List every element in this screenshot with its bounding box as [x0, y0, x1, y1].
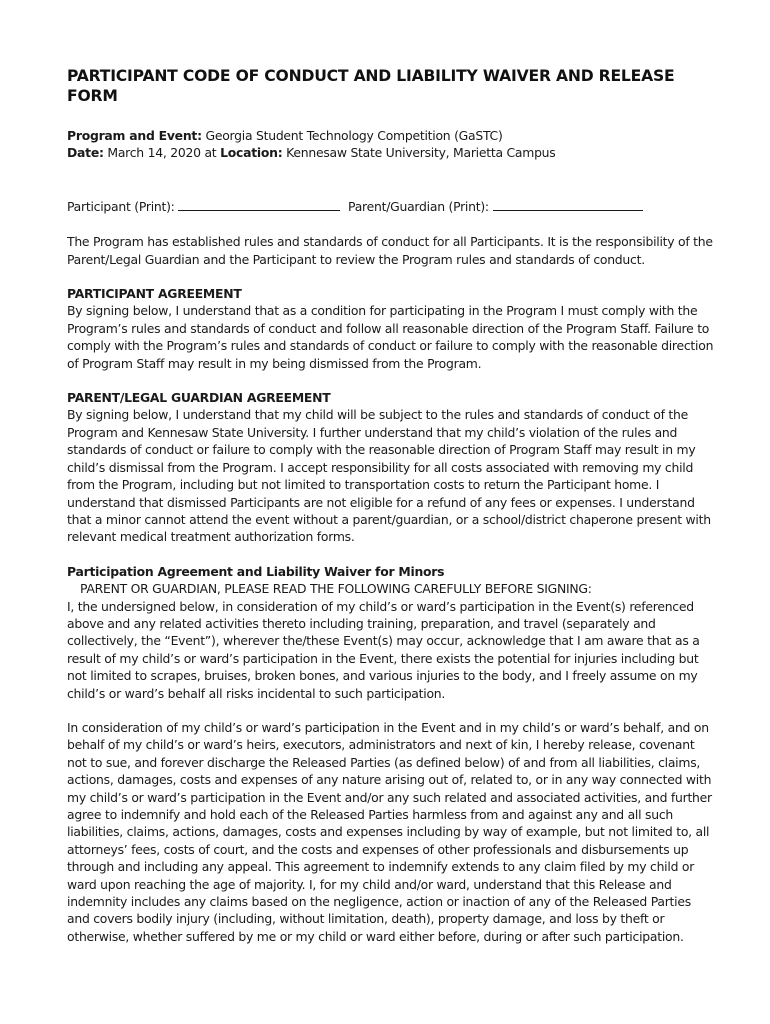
liability-waiver-heading: Participation Agreement and Liability Waiver for Minors: [67, 563, 445, 579]
liability-waiver-section: [67, 563, 717, 946]
guardian-agreement-body: By signing below, I understand that my child will be subject to the rules and standards of conduct of the Program and Kennesaw State University. I further understand that my child’s violation of the rules and standards of conduct or failure to comply with the reasonable direction of Program Staff may result in my child’s dismissal from the Program. I accept responsibility for all costs associated with removing my child from the Program, including but not limited to transportation costs to return the Participant home. I understand that dismissed Participants are not eligible for a refund of any fees or expenses. I understand that a minor cannot attend the event without a parent/guardian, or a school/district chaperone present with relevant medical treatment authorization forms.: [67, 407, 711, 545]
guardian-agreement-heading: PARENT/LEGAL GUARDIAN AGREEMENT: [67, 390, 331, 406]
participant-print-line[interactable]: [178, 198, 340, 211]
program-line: [67, 127, 717, 144]
location-label: Location:: [220, 145, 283, 161]
document-title: PARTICIPANT CODE OF CONDUCT AND LIABILITY WAIVER AND RELEASE FORM: [67, 67, 675, 105]
date-line: [67, 144, 717, 161]
location-value: Kennesaw State University, Marietta Campus: [282, 145, 556, 161]
event-details: [67, 127, 717, 162]
participant-print-label: Participant (Print):: [67, 198, 175, 214]
document-page: [67, 66, 717, 945]
participant-agreement-heading: PARTICIPANT AGREEMENT: [67, 286, 242, 302]
date-label: Date:: [67, 145, 104, 161]
participant-agreement-body: By signing below, I understand that as a condition for participating in the Program I must comply with the Program’s rules and standards of conduct and follow all reasonable direction of the Program Staff. Failure to comply with the Program’s rules and standards of conduct or failure to comply with the reasonable direction of Program Staff may result in my being dismissed from the Program.: [67, 303, 714, 371]
program-value: Georgia Student Technology Competition (GaSTC): [201, 128, 503, 143]
guardian-print-label: Parent/Guardian (Print):: [348, 198, 489, 214]
waiver-instruction: PARENT OR GUARDIAN, PLEASE READ THE FOLLOWING CAREFULLY BEFORE SIGNING:: [80, 581, 592, 597]
participant-agreement-section: [67, 285, 717, 372]
guardian-print-line[interactable]: [493, 198, 643, 211]
date-value: March 14, 2020 at: [103, 145, 221, 161]
intro-paragraph: The Program has established rules and standards of conduct for all Participants. It is the responsibility of the Parent/Legal Guardian and the Participant to review the Program rules and standards of conduct.: [67, 234, 713, 267]
program-label: Program and Event:: [67, 128, 202, 143]
guardian-agreement-section: [67, 389, 717, 546]
waiver-paragraph-1: I, the undersigned below, in consideration of my child’s or ward’s participation in the Event(s) referenced above and any related activities thereto including training, preparation, and travel (separately and collectively, the “Event”), wherever the/these Event(s) may occur, acknowledge that I am aware that as a result of my child’s or ward’s participation in the Event, there exists the potential for injuries including but not limited to scrapes, bruises, broken bones, and various injuries to the body, and I freely assume on my child’s or ward’s behalf all risks incidental to such participation.: [67, 598, 700, 701]
print-name-fields: [67, 198, 717, 215]
waiver-paragraph-2: In consideration of my child’s or ward’s participation in the Event and in my child’s or ward’s behalf, and on behalf of my child’s or ward’s heirs, executors, administrators and next of kin, I hereby release, covenant not to sue, and forever discharge the Released Parties (as defined below) of and from all liabilities, claims, actions, damages, costs and expenses of any nature arising out of, related to, or in any way connected with my child’s or ward’s participation in the Event and/or any such related and associated activities, and further agree to indemnify and hold each of the Released Parties harmless from and against any and all such liabilities, claims, actions, damages, costs and expenses including by way of example, but not limited to, all attorneys’ fees, costs of court, and the costs and expenses of other professionals and disbursements up through and including any appeal. This agreement to indemnify extends to any claim filed by my child or ward upon reaching the age of majority. I, for my child and/or ward, understand that this Release and indemnity includes any claims based on the negligence, action or inaction of any of the Released Parties and covers bodily injury (including, without limitation, death), property damage, and loss by theft or otherwise, whether suffered by me or my child or ward either before, during or after such participation.: [67, 719, 712, 944]
